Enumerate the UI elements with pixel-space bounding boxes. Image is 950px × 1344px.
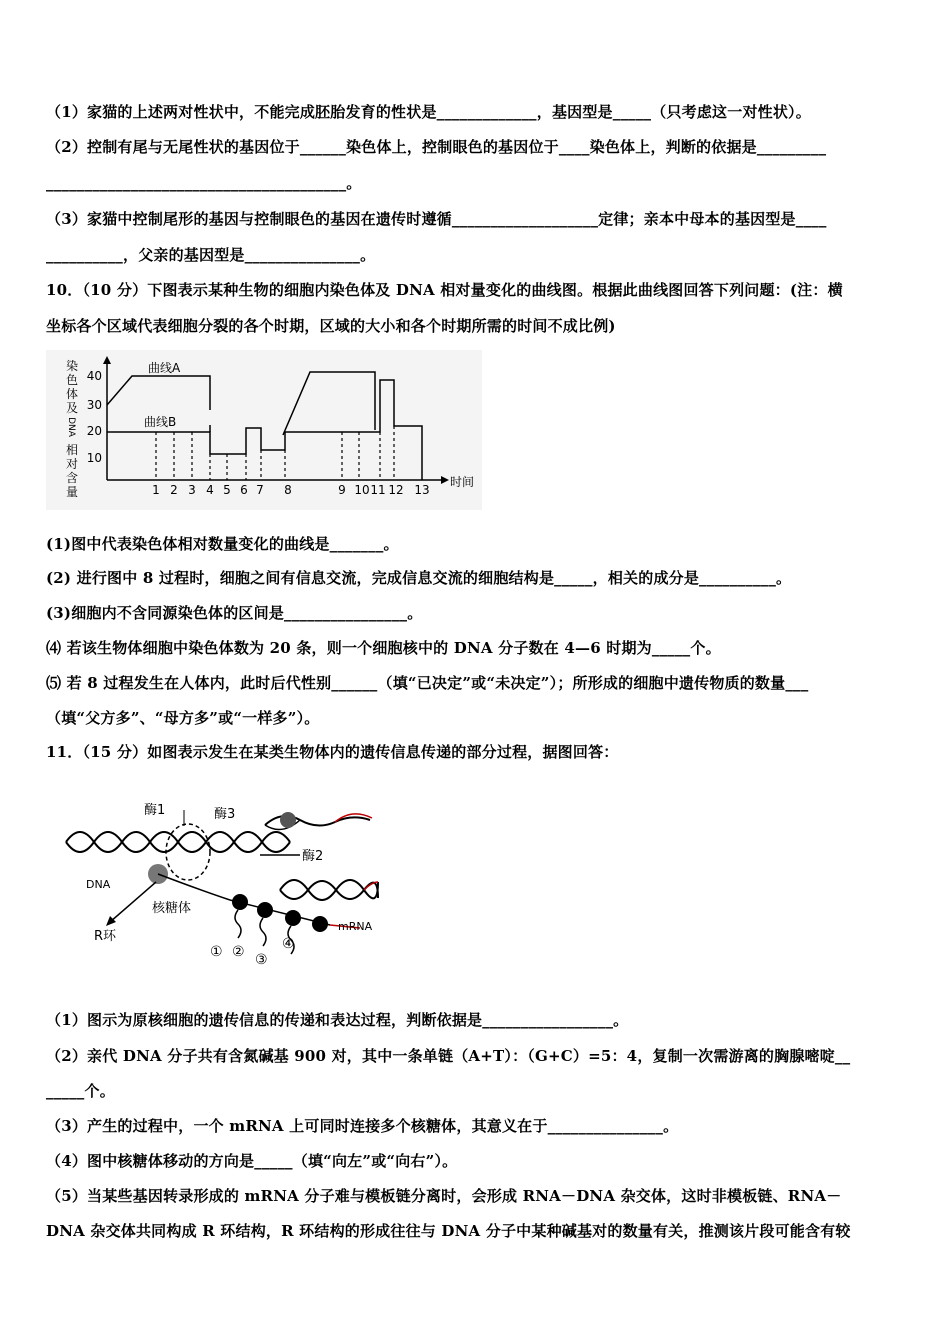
q9-part3-line2: __________，父亲的基因型是_______________。: [46, 246, 376, 264]
ribosome: [312, 916, 328, 932]
q11-sub2-line2: _____个。: [46, 1082, 115, 1100]
x-axis-label: 时间: [450, 475, 475, 489]
x-tick-label: 4: [206, 483, 214, 497]
peptide-chain: [260, 918, 266, 946]
q10-stem-line1: 10．（10 分）下图表示某种生物的细胞内染色体及 DNA 相对量变化的曲线图。根据此曲线图回答下列问题：(注：横: [46, 281, 843, 299]
y-label-char: 对: [65, 457, 79, 471]
marker-label: ①: [210, 944, 223, 960]
q10-sub4: ⑷ 若该生物体细胞中染色体数为 20 条，则一个细胞核中的 DNA 分子数在 4—6 时期为_____个。: [46, 639, 721, 657]
x-tick-label: 11: [370, 483, 386, 497]
gene-expression-svg: [60, 790, 390, 980]
y-label-char: 色: [65, 373, 79, 387]
q10-stem-line2: 坐标各个区域代表细胞分裂的各个时期，区域的大小和各个时期所需的时间不成比例): [46, 317, 616, 335]
y-label-char: DNA: [66, 417, 76, 437]
y-label-char: 相: [65, 443, 79, 457]
q9-part2-line2: _______________________________________。: [46, 174, 362, 192]
y-label-char: 量: [65, 485, 79, 499]
q10-sub5-line1: ⑸ 若 8 过程发生在人体内，此时后代性别______（填“已决定”或“未决定”）；所形成的细胞中遗传物质的数量___: [46, 674, 809, 692]
q10-sub2: (2) 进行图中 8 过程时，细胞之间有信息交流，完成信息交流的细胞结构是_____，相关的成分是__________。: [46, 569, 792, 587]
y-label-char: 染: [65, 359, 79, 373]
y-tick-label: 20: [86, 424, 102, 438]
x-tick-label: 8: [284, 483, 292, 497]
q9-part1: （1）家猫的上述两对性状中，不能完成胚胎发育的性状是_____________，基因型是_____（只考虑这一对性状）。: [46, 103, 811, 121]
r-loop-arrow: [110, 882, 156, 922]
curve-chart-svg: [46, 350, 482, 510]
q10-sub3: (3)细胞内不含同源染色体的区间是________________。: [46, 604, 423, 622]
chromosome-dna-curve-figure: [46, 350, 482, 510]
x-tick-label: 9: [338, 483, 346, 497]
q10-sub5-line2: （填“父方多”、“母方多”或“一样多”）。: [46, 709, 320, 727]
enzyme3-blob: [280, 812, 296, 828]
transcription-translation-figure: [60, 790, 390, 980]
y-label-char: 及: [65, 401, 79, 415]
y-label-char: 体: [65, 387, 79, 401]
q11-sub1: （1）图示为原核细胞的遗传信息的传递和表达过程，判断依据是_________________。: [46, 1011, 629, 1029]
marker-label: ②: [232, 944, 245, 960]
dna-label: DNA: [86, 878, 111, 891]
y-tick-label: 30: [86, 398, 102, 412]
curve-b-label: 曲线B: [144, 415, 177, 429]
q11-stem: 11．（15 分）如图表示发生在某类生物体内的遗传信息传递的部分过程，据图回答：: [46, 743, 619, 761]
ribosome: [232, 894, 248, 910]
q10-sub1: (1)图中代表染色体相对数量变化的曲线是_______。: [46, 535, 399, 553]
x-tick-label: 10: [354, 483, 370, 497]
q11-sub2-line1: （2）亲代 DNA 分子共有含氮碱基 900 对，其中一条单链（A+T）：（G+C）=5：4，复制一次需游离的胸腺嘧啶__: [46, 1047, 851, 1065]
mrna-label: mRNA: [338, 920, 373, 933]
q11-sub5-line1: （5）当某些基因转录形成的 mRNA 分子难与模板链分离时，会形成 RNA－DNA 杂交体，这时非模板链、RNA－: [46, 1187, 842, 1205]
x-tick-label: 7: [256, 483, 264, 497]
q11-sub5-line2: DNA 杂交体共同构成 R 环结构，R 环结构的形成往往与 DNA 分子中某种碱基对的数量有关，推测该片段可能含有较: [46, 1222, 851, 1240]
curve-a-label: 曲线A: [148, 361, 181, 375]
x-tick-label: 12: [388, 483, 404, 497]
marker-label: ③: [255, 952, 268, 968]
peptide-chain: [235, 910, 241, 938]
ribosome: [257, 902, 273, 918]
x-tick-label: 6: [240, 483, 248, 497]
q9-part2-line1: （2）控制有尾与无尾性状的基因位于______染色体上，控制眼色的基因位于____染色体上，判断的依据是_________: [46, 138, 827, 156]
r-loop-label: R环: [94, 929, 117, 944]
marker-label: ④: [282, 936, 295, 952]
enzyme2-label: 酶2: [302, 849, 324, 864]
q9-part3-line1: （3）家猫中控制尾形的基因与控制眼色的基因在遗传时遵循___________________定律；亲本中母本的基因型是____: [46, 210, 827, 228]
x-tick-label: 5: [223, 483, 231, 497]
x-tick-label: 1: [152, 483, 160, 497]
ribosome: [285, 910, 301, 926]
x-tick-label: 3: [188, 483, 196, 497]
enzyme1-label: 酶1: [144, 803, 166, 818]
q11-sub4: （4）图中核糖体移动的方向是_____（填“向左”或“向右”）。: [46, 1152, 458, 1170]
x-tick-label: 2: [170, 483, 178, 497]
ribosome-label: 核糖体: [152, 901, 192, 916]
y-label-char: 含: [65, 471, 79, 485]
y-tick-label: 10: [86, 451, 102, 465]
enzyme3-label: 酶3: [214, 807, 236, 822]
y-tick-label: 40: [86, 369, 102, 383]
x-tick-label: 13: [414, 483, 430, 497]
q11-sub3: （3）产生的过程中，一个 mRNA 上可同时连接多个核糖体，其意义在于_______________。: [46, 1117, 679, 1135]
